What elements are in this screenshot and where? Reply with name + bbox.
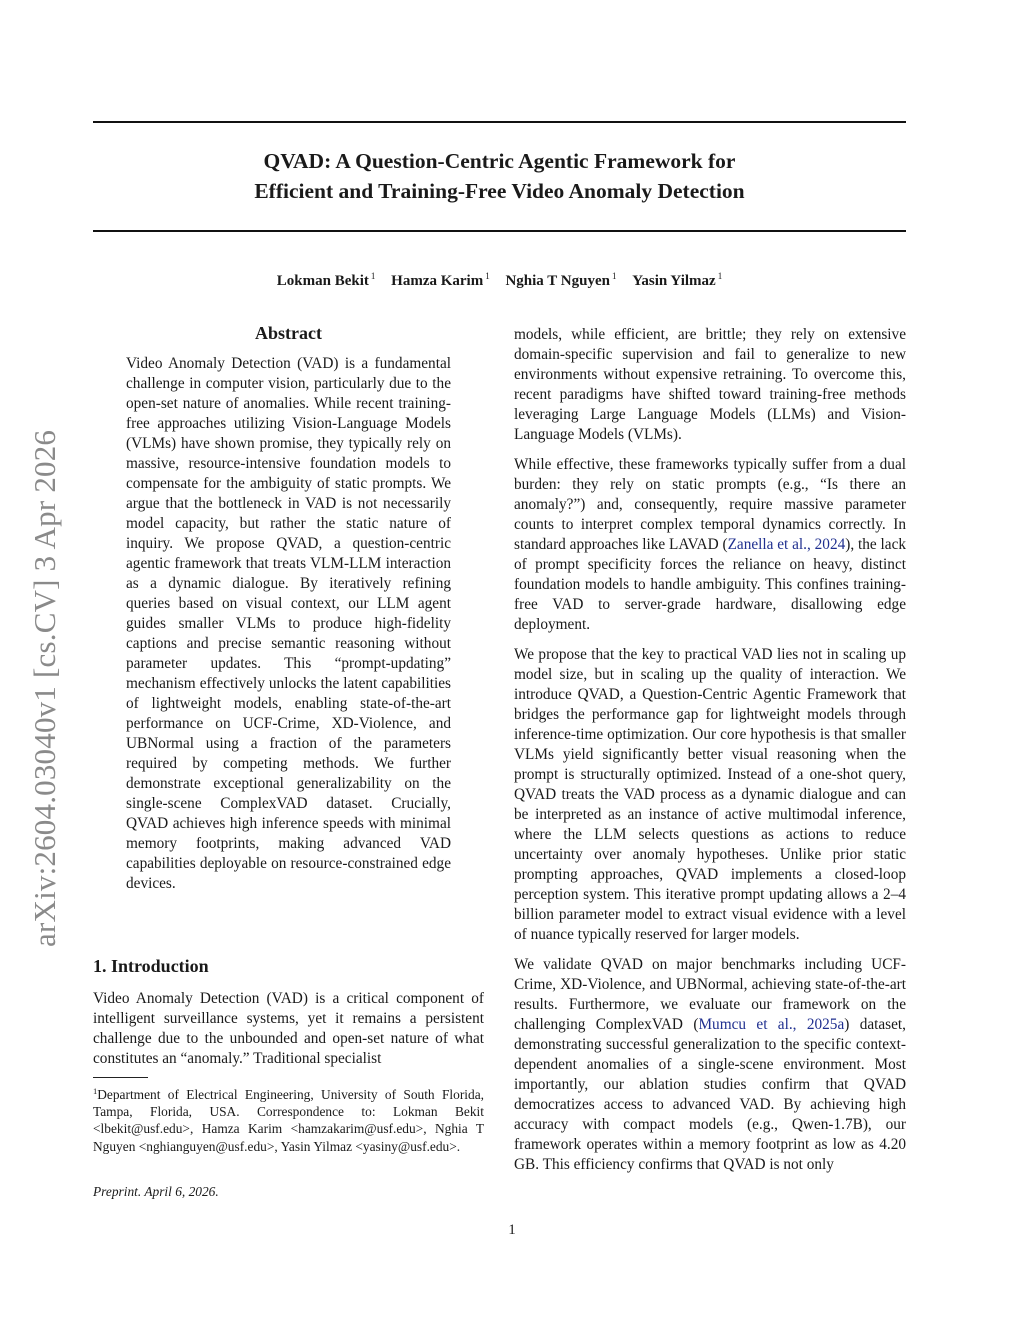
paragraph: While effective, these frameworks typically suffer from a dual burden: they rely on static prompts (e.g., “Is there an anomaly?”) and, consequently, require massive parameter counts to interpret complex temporal dynamics correctly. In standard approaches like LAVAD (Zanella et al., 2024), the lack of prompt specificity forces the reliance on heavy, distinct foundation models to handle ambiguity. This confines training-free VAD to server-grade hardware, disallowing edge deployment. [514,456,907,633]
title-top-rule [93,121,906,123]
paragraph: We validate QVAD on major benchmarks including UCF-Crime, XD-Violence, and UBNormal, achieving state-of-the-art results. Furthermore, we evaluate our framework on the challenging ComplexVAD (Mumcu et al., 2025a) dataset, demonstrating successful generalization to the specific context-dependent anomalies of a single-scene environment. Most importantly, our ablation studies confirm that QVAD democratizes access to advanced VAD. By achieving high accuracy with compact models (e.g., Qwen-1.7B), our framework operates within a memory footprint as low as 4.20 GB. This efficiency confirms that QVAD is not only [514,956,907,1173]
author: Yasin Yilmaz $^1$ [632,271,723,289]
author: Nghia T Nguyen $^1$ [505,271,617,289]
introduction-body [93,989,484,1069]
citation-link[interactable]: Mumcu et al., 2025a [698,1016,845,1033]
author: Lokman Bekit $^1$ [276,271,376,289]
paper-title-line-1: QVAD: A Question-Centric Agentic Framework for [263,149,736,173]
paragraph: We propose that the key to practical VAD lies not in scaling up model size, but in scaling up the quality of interaction. We introduce QVAD, a Question-Centric Agentic Framework that bridges the performance gap for lightweight models through inference-time optimization. Our core hypothesis is that smaller VLMs yield significantly better visual reasoning when the prompt is structurally optimized. Instead of a one-shot query, QVAD treats the VAD process as a dynamic dialogue and can be interpreted as an instance of active multimodal inference, where the LLM selects questions as actions to reduce uncertainty over anomaly hypotheses. Unlike prior static prompting approaches, QVAD implements a closed-loop perception system. This iterative prompt updating allows a 2–4 billion parameter model to extract visual evidence with a level of nuance typically reserved for larger models. [514,646,906,943]
footnote-rule [93,1077,148,1078]
abstract-heading: Abstract [255,323,322,343]
abstract-body [126,354,451,894]
preprint-notice: Preprint. April 6, 2026. [93,1184,219,1199]
title-bottom-rule [93,230,906,232]
right-column [514,325,906,1185]
author-list [93,266,906,291]
paragraph: models, while efficient, are brittle; they rely on extensive domain-specific supervision and fail to generalize to new environments without expensive retraining. To overcome this, recent paradigms have shifted toward training-free methods leveraging Large Language Models (LLMs) and Vision-Language Models (VLMs). [514,326,906,443]
section-heading-introduction: 1. Introduction [93,956,209,976]
citation-link[interactable]: Zanella et al., 2024 [727,536,846,553]
paper-title-line-2: Efficient and Training-Free Video Anomaly Detection [254,179,745,203]
page-number: 1 [508,1222,516,1238]
abstract-text: Video Anomaly Detection (VAD) is a fundamental challenge in computer vision, particularly due to the open-set nature of anomalies. While recent training-free approaches utilizing Vision-Language Models (VLMs) have shown promise, they typically rely on massive, resource-intensive foundation models to compensate for the ambiguity of static prompts. We argue that the bottleneck in VAD is not necessarily model capacity, but rather the static nature of inquiry. We propose QVAD, a question-centric agentic framework that treats VLM-LLM interaction as a dynamic dialogue. By iteratively refining queries based on visual context, our LLM agent guides smaller VLMs to produce high-fidelity captions and precise semantic reasoning without parameter updates. This “prompt-updating” mechanism effectively unlocks the latent capabilities of lightweight models, enabling state-of-the-art performance on UCF-Crime, XD-Violence, and UBNormal using a fraction of the parameters required by competing methods. We further demonstrate exceptional generalizability on the single-scene ComplexVAD dataset. Crucially, QVAD achieves high inference speeds with minimal memory footprints, making advanced VAD capabilities deployable on resource-constrained edge devices. [126,355,451,892]
author: Hamza Karim $^1$ [391,271,490,289]
affiliation-footnote: $^1$Department of Electrical Engineering, University of South Florida, Tampa, Florida, USA. Correspondence to: Lokman Bekit <lbekit@usf.edu>, Hamza Karim <hamzakarim@usf.edu>, Nghia T Nguyen <nghianguyen@usf.edu>, Yasin Yilmaz <yasiny@usf.edu>. [93,1086,484,1154]
introduction-paragraph: Video Anomaly Detection (VAD) is a critical component of intelligent surveillance systems, yet it remains a persistent challenge due to the unbounded and open-set nature of what constitutes an “anomaly.” Traditional specialist [93,990,484,1067]
arxiv-identifier: arXiv:2604.03040v1 [cs.CV] 3 Apr 2026 [27,429,62,947]
